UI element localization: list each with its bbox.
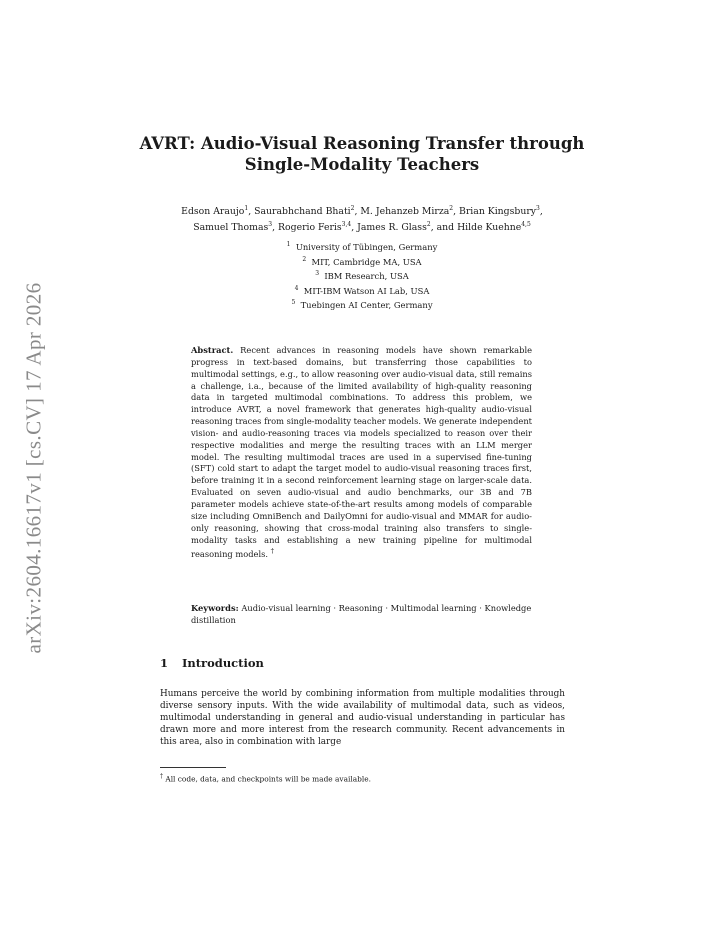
affiliation	[200, 268, 524, 283]
author-affil-mark: 4,5	[521, 221, 531, 229]
affiliation-text: Tuebingen AI Center, Germany	[300, 300, 433, 311]
author: Brian Kingsbury	[459, 206, 537, 218]
author-list: Edson Araujo$^1$, Saurabhchand Bhati$^2$, M. Jehanzeb Mirza$^2$, Brian Kingsbury$^3$, Samuel Thomas$^3$, Rogerio Feris$^{3,4}$, James R. Glass$^2$, and Hilde Kuehne$^{4,5}$	[181, 205, 543, 234]
affiliation-mark: 4	[294, 284, 299, 292]
author-affil-mark: 3	[536, 205, 540, 212]
footnote-rule	[160, 767, 226, 768]
author: Samuel Thomas	[193, 222, 269, 234]
keywords-text: Audio-visual learning · Reasoning · Multimodal learning · Knowledge distillation	[191, 603, 532, 625]
footnote-text: All code, data, and checkpoints will be made available.	[165, 774, 371, 784]
author-affil-mark: 3	[268, 221, 273, 229]
footnote	[160, 772, 371, 784]
affiliation	[200, 254, 524, 269]
author: M. Jehanzeb Mirza	[360, 206, 450, 218]
title-line-2: Single-Modality Teachers	[244, 155, 480, 174]
affiliation-text: University of Tübingen, Germany	[295, 241, 438, 252]
footnote-mark: †	[160, 773, 163, 780]
intro-paragraph: Humans perceive the world by combining information from multiple modalities through diverse sensory inputs. With the wide availability of multimodal data, such as videos, multimodal understanding in general and audio-visual understanding in particular has drawn more and more interest from the research community. Recent advancements in this area, also in combination with large	[160, 689, 565, 748]
author-affil-mark: 2	[426, 221, 431, 229]
author: James R. Glass	[357, 222, 427, 234]
title-line-1: AVRT: Audio-Visual Reasoning Transfer through	[139, 134, 585, 153]
affiliation-mark: 3	[315, 270, 320, 278]
author-affil-mark: 2	[350, 205, 355, 212]
author: Hilde Kuehne	[457, 222, 522, 234]
affiliation-mark: 2	[302, 255, 307, 263]
paper-title	[120, 133, 604, 175]
author: Edson Araujo	[181, 206, 245, 218]
arxiv-identifier: arXiv:2604.16617v1 [cs.CV] 17 Apr 2026	[21, 282, 46, 654]
author: Saurabhchand Bhati	[254, 206, 351, 218]
author-conjunction: and	[436, 222, 455, 234]
section-heading	[160, 656, 264, 670]
abstract	[191, 345, 532, 561]
author-affil-mark: 3,4	[341, 221, 352, 229]
affiliation-text: MIT, Cambridge MA, USA	[311, 256, 422, 267]
keywords-label: Keywords:	[191, 603, 239, 613]
section-title: Introduction	[182, 656, 264, 670]
keywords	[191, 603, 532, 627]
abstract-label: Abstract.	[191, 345, 234, 355]
affiliation-mark: 5	[291, 299, 296, 307]
abstract-footnote-mark: †	[270, 547, 275, 556]
author: Rogerio Feris	[278, 222, 342, 234]
section-number: 1	[160, 656, 169, 670]
arxiv-sidebar-stamp	[22, 258, 46, 678]
affiliation	[200, 297, 524, 312]
author-affil-mark: 1	[244, 205, 249, 212]
affiliation-text: MIT-IBM Watson AI Lab, USA	[303, 285, 430, 296]
abstract-text: Recent advances in reasoning models have shown remarkable progress in text-based domains, but transferring those capabilities to multimodal settings, e.g., to allow reasoning over audio-visual data, still remains a challenge, i.a., because of the limited availability of high-quality reasoning data in targeted multimodal combinations. To address this problem, we introduce AVRT, a novel framework that generates high-quality audio-visual reasoning traces from single-modality teacher models. We generate independent vision- and audio-reasoning traces via models specialized to reason over their respective modalities and merge the resulting traces with an LLM merger model. The resulting multimodal traces are used in a supervised fine-tuning (SFT) cold start to adapt the target model to audio-visual reasoning traces first, before training it in a second reinforcement learning stage on larger-scale data. Evaluated on seven audio-visual and audio benchmarks, our 3B and 7B parameter models achieve state-of-the-art results among models of comparable size including OmniBench and DailyOmni for audio-visual and MMAR for audio-only reasoning, showing that cross-modal training also transfers to single-modality tasks and establishing a new training pipeline for multimodal reasoning models.	[191, 345, 533, 560]
affiliation-text: IBM Research, USA	[324, 270, 409, 281]
affiliation	[200, 239, 524, 254]
affiliation-list	[200, 239, 524, 312]
affiliation-mark: 1	[286, 241, 291, 248]
author-affil-mark: 2	[449, 205, 454, 212]
affiliation	[200, 283, 524, 298]
